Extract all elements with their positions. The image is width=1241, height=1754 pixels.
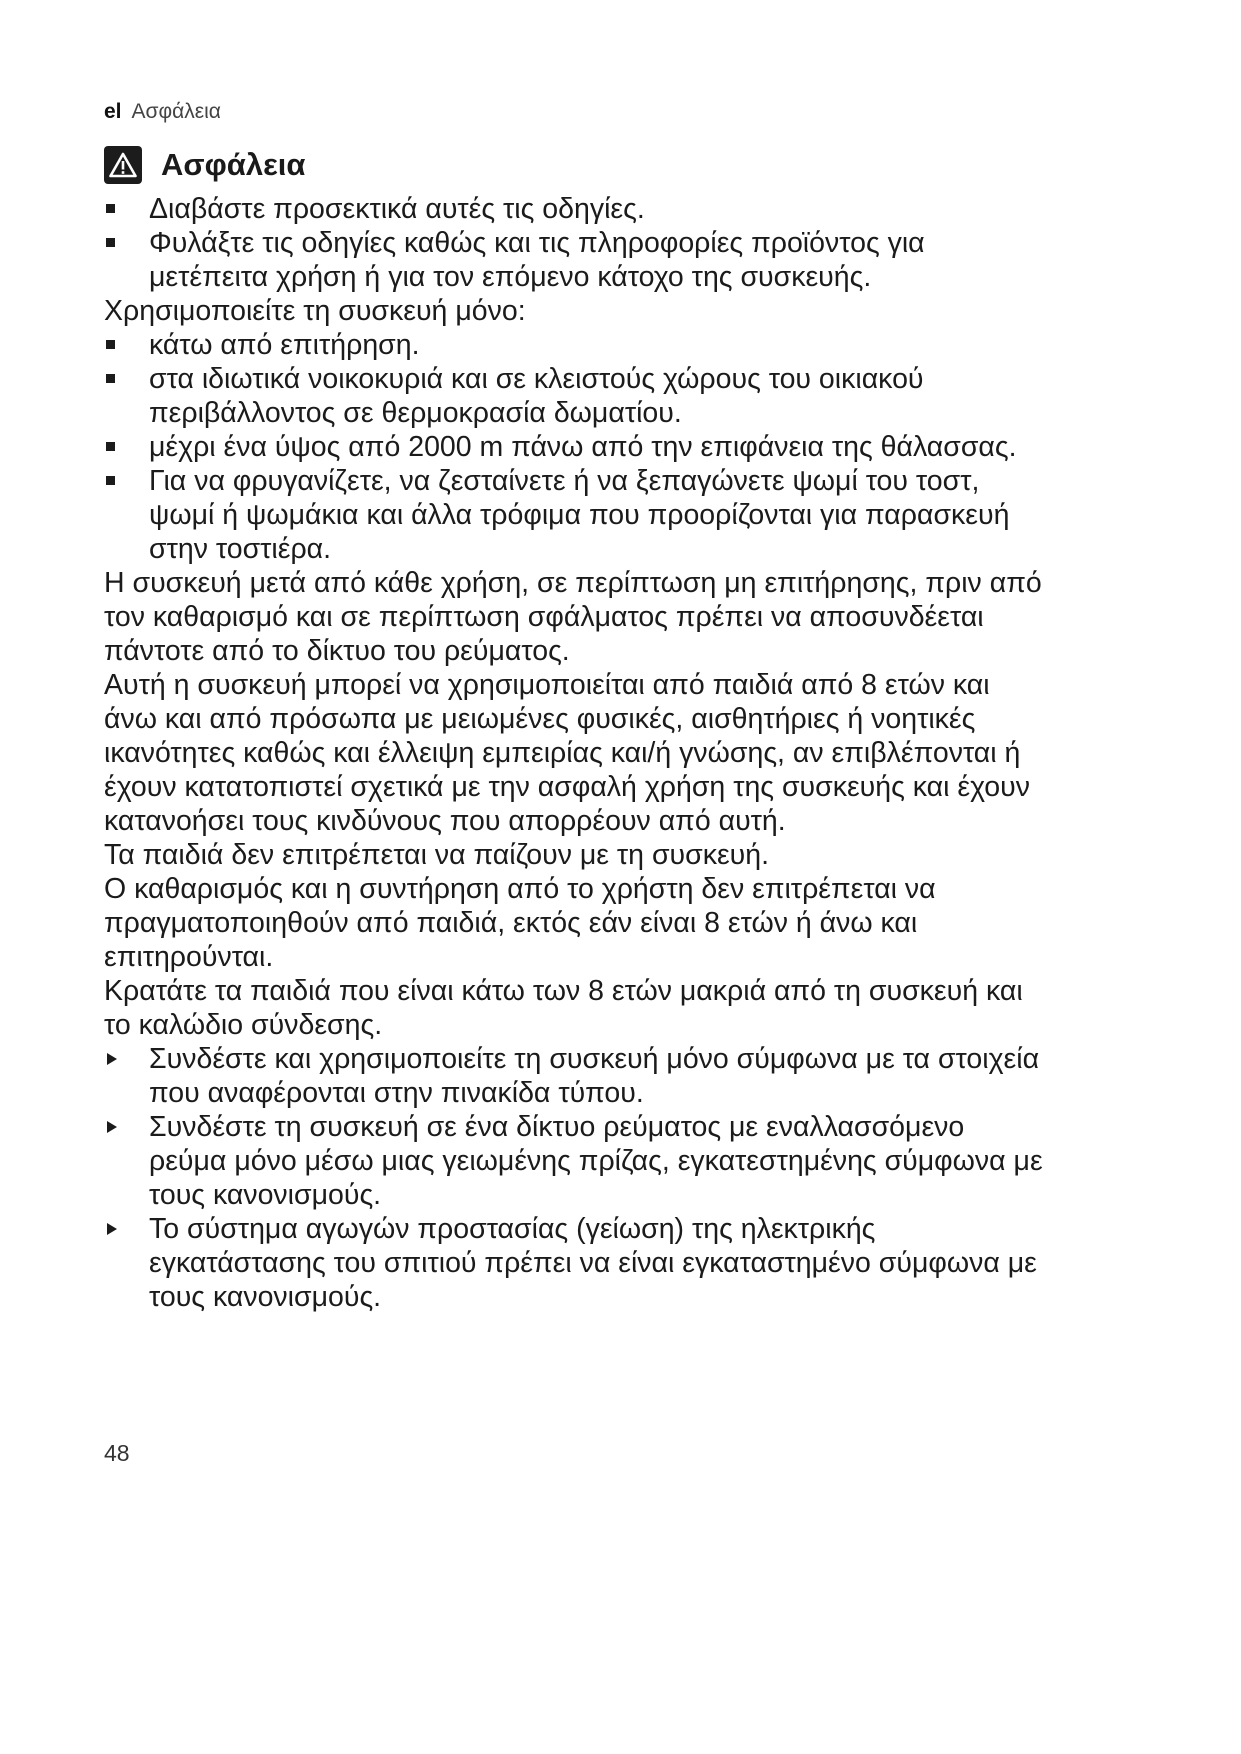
safety-content [104,192,1049,1314]
square-bullet-icon [104,226,135,260]
instruction-step [104,1042,1049,1110]
square-bullet-icon [104,362,135,396]
square-bullet-icon [104,464,135,498]
list-item-text: στα ιδιωτικά νοικοκυριά και σε κλειστούς χώρους του οικιακού περιβάλλοντος σε θερμοκρασία δωματίου. [149,363,924,429]
paragraph: Ο καθαρισμός και η συντήρηση από το χρήστη δεν επιτρέπεται να πραγματοποιηθούν από παιδιά, εκτός εάν είναι 8 ετών ή άνω και επιτηρούνται. [104,873,936,973]
section-title [104,145,305,185]
list-item-text: Για να φρυγανίζετε, να ζεσταίνετε ή να ξεπαγώνετε ψωμί του τοστ, ψωμί ή ψωμάκια και άλλα τρόφιμα που προορίζονται για παρασκευή στην τοστιέρα. [149,465,1010,565]
warning-triangle-icon [104,146,142,184]
section-name: Ασφάλεια [131,100,221,123]
page-number: 48 [104,1440,130,1466]
list-item [104,226,1049,294]
square-bullet-icon [104,328,135,362]
square-bullet-icon [104,430,135,464]
page-title: Ασφάλεια [161,147,306,182]
instruction-text: Συνδέστε και χρησιμοποιείτε τη συσκευή μόνο σύμφωνα με τα στοιχεία που αναφέρονται στην πινακίδα τύπου. [149,1043,1040,1109]
page-header [104,100,221,130]
arrow-bullet-icon [104,1212,135,1246]
list-item-text: κάτω από επιτήρηση. [149,329,420,361]
list-item [104,362,1049,430]
list-item-text: μέχρι ένα ύψος από 2000 m πάνω από την επιφάνεια της θάλασσας. [149,431,1017,463]
instruction-text: Συνδέστε τη συσκευή σε ένα δίκτυο ρεύματος με εναλλασσόμενο ρεύμα μόνο μέσω μιας γειωμένης πρίζας, εγκατεστημένης σύμφωνα με τους κανονισμούς. [149,1111,1043,1211]
list-item-text: Διαβάστε προσεκτικά αυτές τις οδηγίες. [149,193,645,225]
arrow-bullet-icon [104,1042,135,1076]
list-item [104,464,1049,566]
instruction-step [104,1110,1049,1212]
language-code: el [104,100,122,123]
list-item [104,328,1049,362]
instruction-step [104,1212,1049,1314]
paragraph: Η συσκευή μετά από κάθε χρήση, σε περίπτωση μη επιτήρησης, πριν από τον καθαρισμό και σε περίπτωση σφάλματος πρέπει να αποσυνδέεται πάντοτε από το δίκτυο του ρεύματος. [104,567,1042,667]
paragraph: Τα παιδιά δεν επιτρέπεται να παίζουν με τη συσκευή. [104,839,770,871]
paragraph: Χρησιμοποιείτε τη συσκευή μόνο: [104,295,526,327]
instruction-text: Το σύστημα αγωγών προστασίας (γείωση) της ηλεκτρικής εγκατάστασης του σπιτιού πρέπει να είναι εγκαταστημένο σύμφωνα με τους κανονισμούς. [149,1213,1037,1313]
list-item [104,430,1049,464]
list-item-text: Φυλάξτε τις οδηγίες καθώς και τις πληροφορίες προϊόντος για μετέπειτα χρήση ή για τον επόμενο κάτοχο της συσκευής. [149,227,925,293]
arrow-bullet-icon [104,1110,135,1144]
paragraph: Αυτή η συσκευή μπορεί να χρησιμοποιείται από παιδιά από 8 ετών και άνω και από πρόσωπα με μειωμένες φυσικές, αισθητήριες ή νοητικές ικανότητες καθώς και έλλειψη εμπειρίας και/ή γνώσης, αν επιβλέπονται ή έχουν κατατοπιστεί σχετικά με την ασφαλή χρήση της συσκευής και έχουν κατανοήσει τους κινδύνους που απορρέουν από αυτή. [104,669,1030,837]
paragraph: Κρατάτε τα παιδιά που είναι κάτω των 8 ετών μακριά από τη συσκευή και το καλώδιο σύνδεσης. [104,975,1023,1041]
square-bullet-icon [104,192,135,226]
list-item [104,192,1049,226]
